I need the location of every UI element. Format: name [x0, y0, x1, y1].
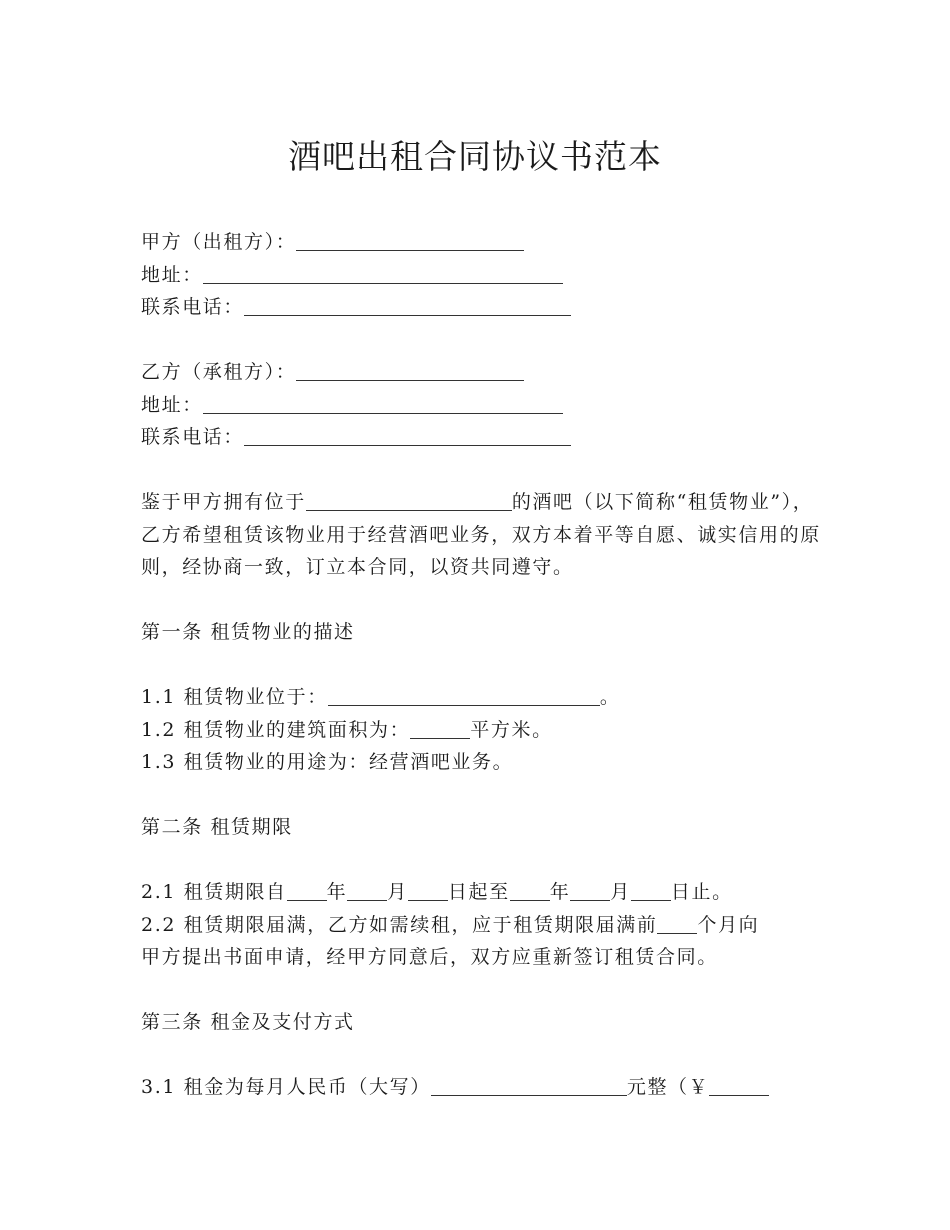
preamble-paragraph — [141, 486, 821, 584]
clause-2-2-end: 个月向 — [697, 913, 760, 936]
end-day-blank — [631, 899, 671, 901]
party-a-phone-line — [141, 291, 821, 324]
party-b-phone-blank — [244, 444, 571, 446]
preamble-location-blank — [306, 509, 512, 511]
party-b-name-blank — [296, 379, 524, 381]
party-b-name-line — [141, 356, 821, 389]
end-year-unit: 年 — [549, 881, 571, 903]
party-a-name-line — [141, 226, 821, 259]
start-month-blank — [347, 899, 387, 901]
start-year-unit: 年 — [326, 881, 348, 903]
party-b-name-label: 乙方（承租方）： — [141, 361, 297, 383]
clause-2-1 — [141, 876, 821, 909]
party-a-address-line — [141, 259, 821, 292]
document-title: 酒吧出租合同协议书范本 — [288, 137, 662, 176]
clause-3-1-unit: 元整（￥ — [626, 1076, 710, 1098]
clause-3-1-text: 3.1 租金为每月人民币（大写） — [141, 1076, 431, 1098]
clause-2-2-text: 2.2 租赁期限届满，乙方如需续租，应于租赁期限届满前 — [141, 913, 658, 936]
clause-1-1-blank — [328, 704, 600, 706]
clause-2-2-continued: 甲方提出书面申请，经甲方同意后，双方应重新签订租赁合同。 — [141, 946, 718, 968]
end-month-blank — [570, 899, 610, 901]
clause-1-2 — [141, 714, 821, 747]
start-day-unit: 日起至 — [447, 881, 510, 903]
clause-3-1 — [141, 1071, 821, 1104]
party-b-address-line — [141, 389, 821, 422]
party-a-phone-label: 联系电话： — [141, 296, 245, 318]
document-body — [141, 226, 821, 1104]
end-month-unit: 月 — [610, 881, 631, 903]
party-b-phone-label: 联系电话： — [141, 426, 245, 448]
article-1-heading: 第一条 租赁物业的描述 — [141, 621, 355, 643]
preamble-text-1: 鉴于甲方拥有位于 — [141, 491, 306, 513]
clause-1-1-end: 。 — [599, 686, 621, 708]
start-year-blank — [287, 899, 327, 901]
party-a-address-blank — [203, 282, 563, 284]
start-month-unit: 月 — [387, 881, 408, 903]
party-a-address-label: 地址： — [141, 263, 203, 286]
clause-1-2-blank — [410, 737, 470, 739]
clause-1-3: 1.3 租赁物业的用途为：经营酒吧业务。 — [141, 751, 514, 773]
clause-1-1 — [141, 681, 821, 714]
rent-amount-figures-blank — [709, 1094, 769, 1096]
clause-1-1-text: 1.1 租赁物业位于： — [141, 686, 328, 708]
party-b-phone-line — [141, 421, 821, 454]
party-b-address-blank — [203, 412, 563, 414]
article-3-heading: 第三条 租金及支付方式 — [141, 1011, 355, 1033]
clause-1-2-end: 平方米。 — [470, 718, 553, 741]
clause-2-2 — [141, 909, 821, 942]
rent-amount-words-blank — [431, 1094, 627, 1096]
preamble-text-2: 的酒吧（以下简称“租赁物业”），乙方希望租赁该物业用于经营酒吧业务，双方本着平等自愿、诚实信用的原则，经协商一致，订立本合同，以资共同遵守。 — [141, 491, 821, 578]
party-a-phone-blank — [244, 314, 571, 316]
clause-1-2-text: 1.2 租赁物业的建筑面积为： — [141, 718, 411, 741]
end-year-blank — [510, 899, 550, 901]
party-a-name-label: 甲方（出租方）： — [141, 231, 297, 253]
start-day-blank — [408, 899, 448, 901]
party-a-name-blank — [296, 249, 524, 251]
end-day-unit: 日止。 — [670, 881, 733, 903]
clause-2-2-blank — [657, 932, 697, 934]
clause-2-1-text: 2.1 租赁期限自 — [141, 881, 287, 903]
article-2-heading: 第二条 租赁期限 — [141, 816, 293, 838]
party-b-address-label: 地址： — [141, 393, 203, 416]
